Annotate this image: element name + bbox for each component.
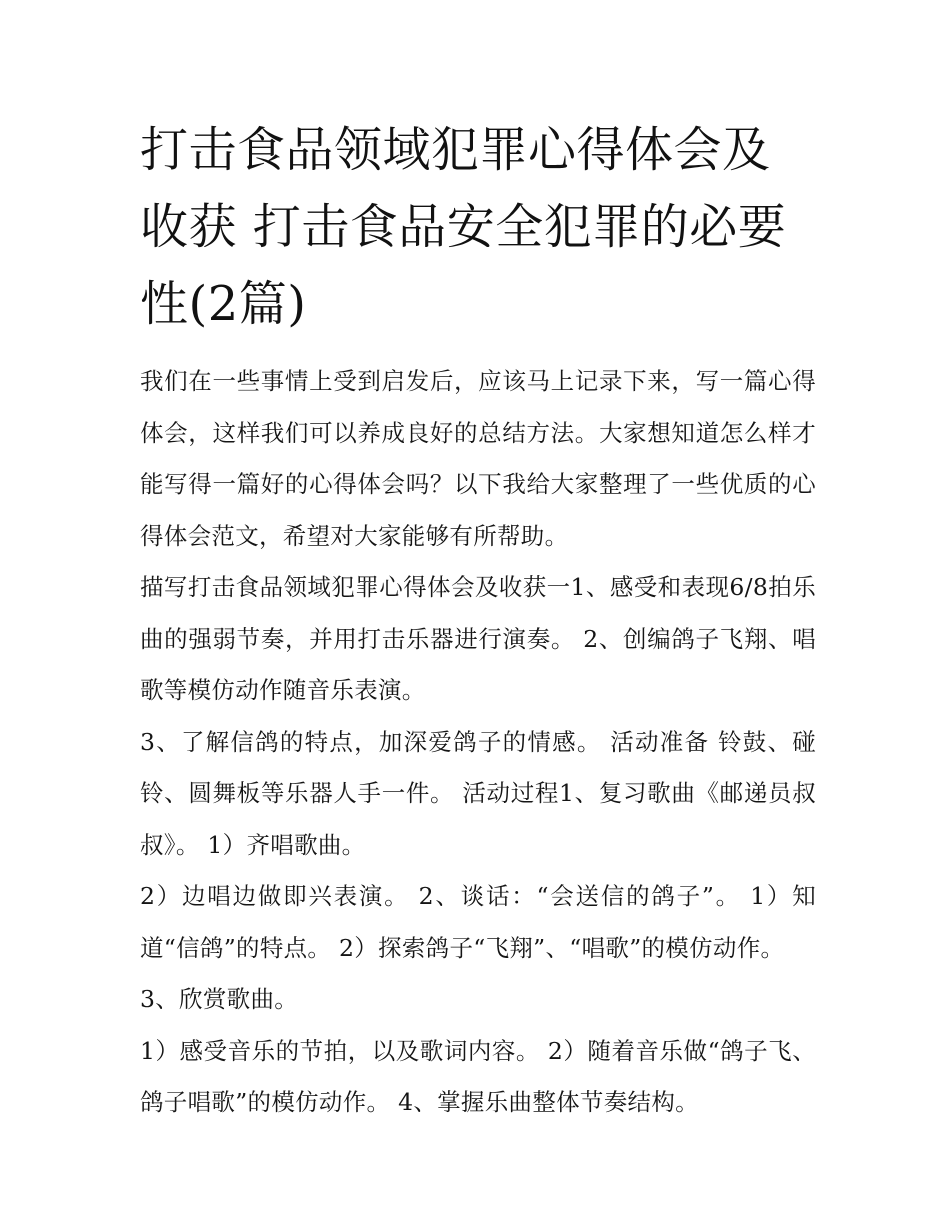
paragraph-rhythm: 1）感受音乐的节拍，以及歌词内容。 2）随着音乐做“鸽子飞、鸽子唱歌”的模仿动作。 4、掌握乐曲整体节奏结构。 [140, 1036, 816, 1116]
paragraph-goals: 描写打击食品领域犯罪心得体会及收获一1、感受和表现6/8拍乐曲的强弱节奏，并用打击乐器进行演奏。 2、创编鸽子飞翔、唱歌等模仿动作随音乐表演。 [140, 573, 816, 704]
document-title: 打击食品领域犯罪心得体会及收获 打击食品安全犯罪的必要性(2篇) [140, 122, 787, 332]
paragraph-intro: 我们在一些事情上受到启发后，应该马上记录下来，写一篇心得体会，这样我们可以养成良好的总结方法。大家想知道怎么样才能写得一篇好的心得体会吗？以下我给大家整理了一些优质的心得体会范文，希望对大家能够有所帮助。 [140, 367, 816, 550]
paragraph-preparation: 3、了解信鸽的特点，加深爱鸽子的情感。 活动准备 铃鼓、碰铃、圆舞板等乐器人手一件。 活动过程1、复习歌曲《邮递员叔叔》。 1）齐唱歌曲。 [140, 727, 816, 859]
document-body [140, 356, 816, 1129]
paragraph-talk: 2）边唱边做即兴表演。 2、谈话：“会送信的鸽子”。 1）知道“信鸽”的特点。 2）探索鸽子“飞翔”、“唱歌”的模仿动作。 [140, 882, 816, 962]
paragraph-appreciate: 3、欣赏歌曲。 [140, 985, 299, 1013]
